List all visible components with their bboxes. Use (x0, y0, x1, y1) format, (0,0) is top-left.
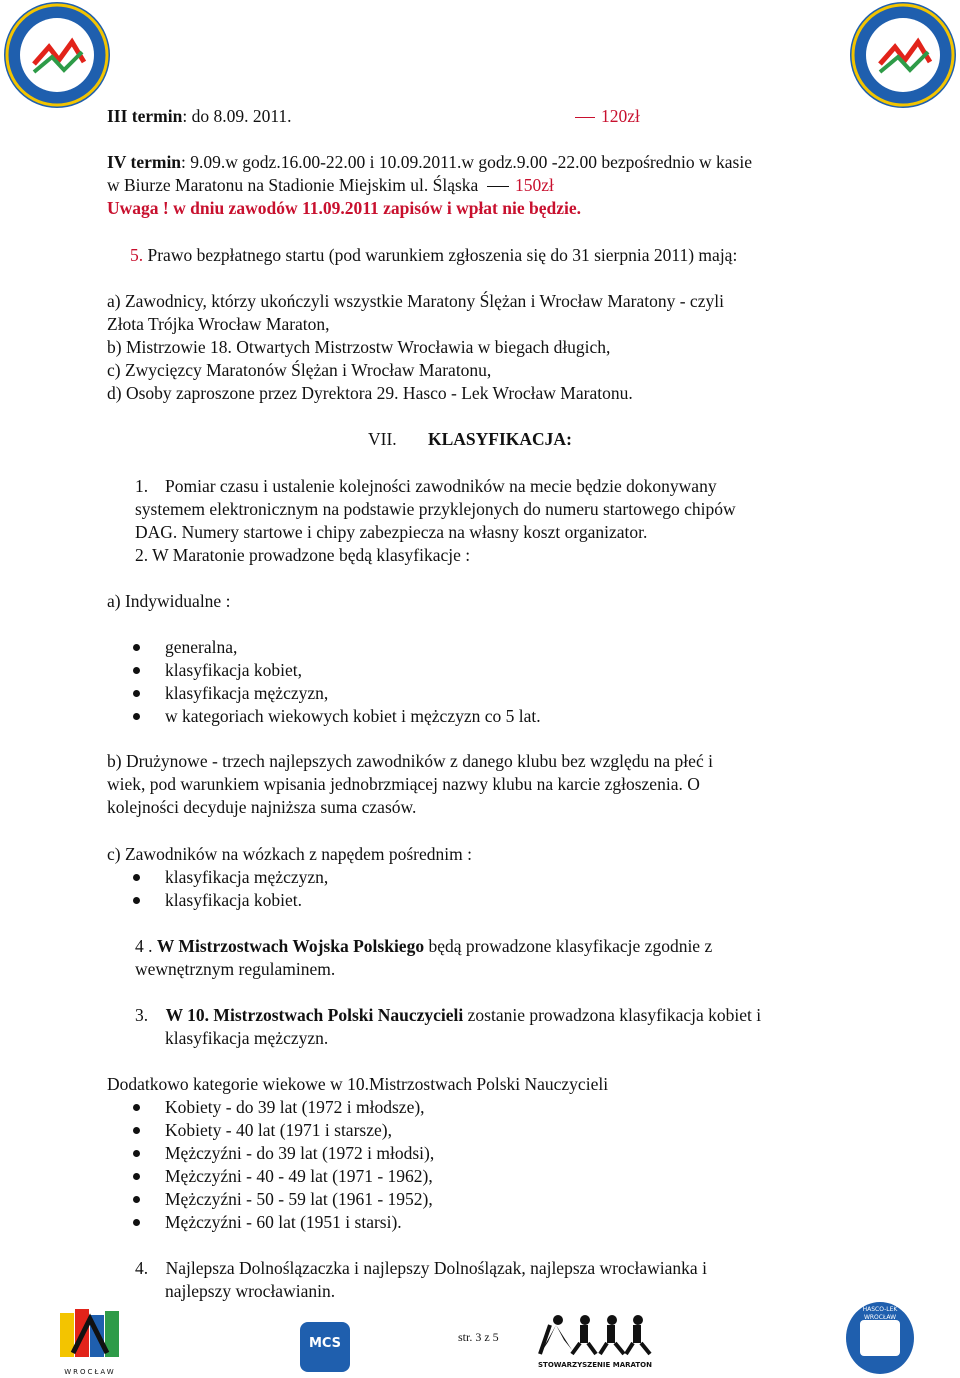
list-item: Kobiety - do 39 lat (1972 i młodsze), (165, 1097, 425, 1117)
no-registration-warning: Uwaga ! w dniu zawodów 11.09.2011 zapisów i wpłat nie będzie. (107, 198, 581, 218)
term4-label: IV termin (107, 152, 182, 172)
page-number: str. 3 z 5 (458, 1330, 499, 1344)
stowarzyszenie-logo: STOWARZYSZENIE MARATON (530, 1312, 660, 1372)
free-start-a: a) Zawodnicy, którzy ukończyli wszystkie Maratony Ślężan i Wrocław Maratony - czyli (107, 291, 724, 311)
army-championship: 4 . W Mistrzostwach Wojska Polskiego będą prowadzone klasyfikacje zgodnie z (135, 936, 713, 956)
list-item: Mężczyźni - 60 lat (1951 i starsi). (165, 1212, 402, 1232)
term4-line2: w Biurze Maratonu na Stadionie Miejskim ul. Śląska (107, 175, 479, 195)
wheelchair-heading: c) Zawodników na wózkach z napędem pośrednim : (107, 844, 472, 864)
list-item: w kategoriach wiekowych kobiet i mężczyzn co 5 lat. (165, 706, 541, 726)
term4-line: IV termin: 9.09.w godz.16.00-22.00 i 10.09.2011.w godz.9.00 -22.00 bezpośrednio w kasie (107, 152, 752, 172)
list-item: klasyfikacja kobiet, (165, 660, 303, 680)
extra-categories-heading: Dodatkowo kategorie wiekowe w 10.Mistrzostwach Polski Nauczycieli (107, 1074, 609, 1094)
wroclaw-logo-icon (55, 1305, 125, 1363)
free-start-c: c) Zwycięzcy Maratonów Ślężan i Wrocław Maratonu, (107, 360, 492, 380)
mcs-logo: MCS (300, 1322, 350, 1372)
term3-price: 120zł (575, 105, 640, 127)
teachers-championship: 3. W 10. Mistrzostwach Polski Nauczycieli zostanie prowadzona klasyfikacja kobiet i (135, 1005, 762, 1025)
runners-icon (850, 2, 956, 108)
team-classification: b) Drużynowe - trzech najlepszych zawodników z danego klubu bez względu na płeć i (107, 751, 713, 771)
timing-paragraph: Pomiar czasu i ustalenie kolejności zawodników na mecie będzie dokonywany (165, 476, 717, 496)
list-item: Mężczyźni - 40 - 49 lat (1971 - 1962), (165, 1166, 433, 1186)
list-item: Mężczyźni - do 39 lat (1972 i młodsi), (165, 1143, 435, 1163)
logo-left (4, 2, 110, 108)
hasco-lek-logo: HASCO-LEK WROCŁAW (846, 1302, 914, 1374)
logo-right (850, 2, 956, 108)
runners-icon (4, 2, 110, 108)
free-start-heading: 5. Prawo bezpłatnego startu (pod warunkiem zgłoszenia się do 31 sierpnia 2011) mają: (130, 245, 738, 265)
individual-heading: a) Indywidualne : (107, 591, 231, 611)
wroclaw-logo: WROCŁAW (55, 1305, 125, 1373)
section-number: VII. (368, 429, 397, 449)
term4-price: 150zł (487, 174, 554, 196)
best-regional: 4. Najlepsza Dolnoślązaczka i najlepszy Dolnoślązak, najlepsza wrocławianka i (135, 1258, 707, 1278)
free-start-b: b) Mistrzowie 18. Otwartych Mistrzostw Wrocławia w biegach długich, (107, 337, 611, 357)
list-item: klasyfikacja mężczyzn, (165, 683, 329, 703)
list-item: klasyfikacja mężczyzn, (165, 867, 329, 887)
list-item: generalna, (165, 637, 238, 657)
list-item: klasyfikacja kobiet. (165, 890, 303, 910)
runners-silhouette-icon (530, 1312, 660, 1356)
section-title: KLASYFIKACJA: (428, 429, 572, 449)
list-item: Mężczyźni - 50 - 59 lat (1961 - 1952), (165, 1189, 433, 1209)
term3-label: III termin (107, 106, 183, 126)
list-item: Kobiety - 40 lat (1971 i starsze), (165, 1120, 392, 1140)
classification-intro: 2. W Maratonie prowadzone będą klasyfikacje : (135, 545, 471, 565)
free-start-d: d) Osoby zaproszone przez Dyrektora 29. Hasco - Lek Wrocław Maratonu. (107, 383, 633, 403)
term3-line: III termin: do 8.09. 2011. (107, 106, 292, 126)
